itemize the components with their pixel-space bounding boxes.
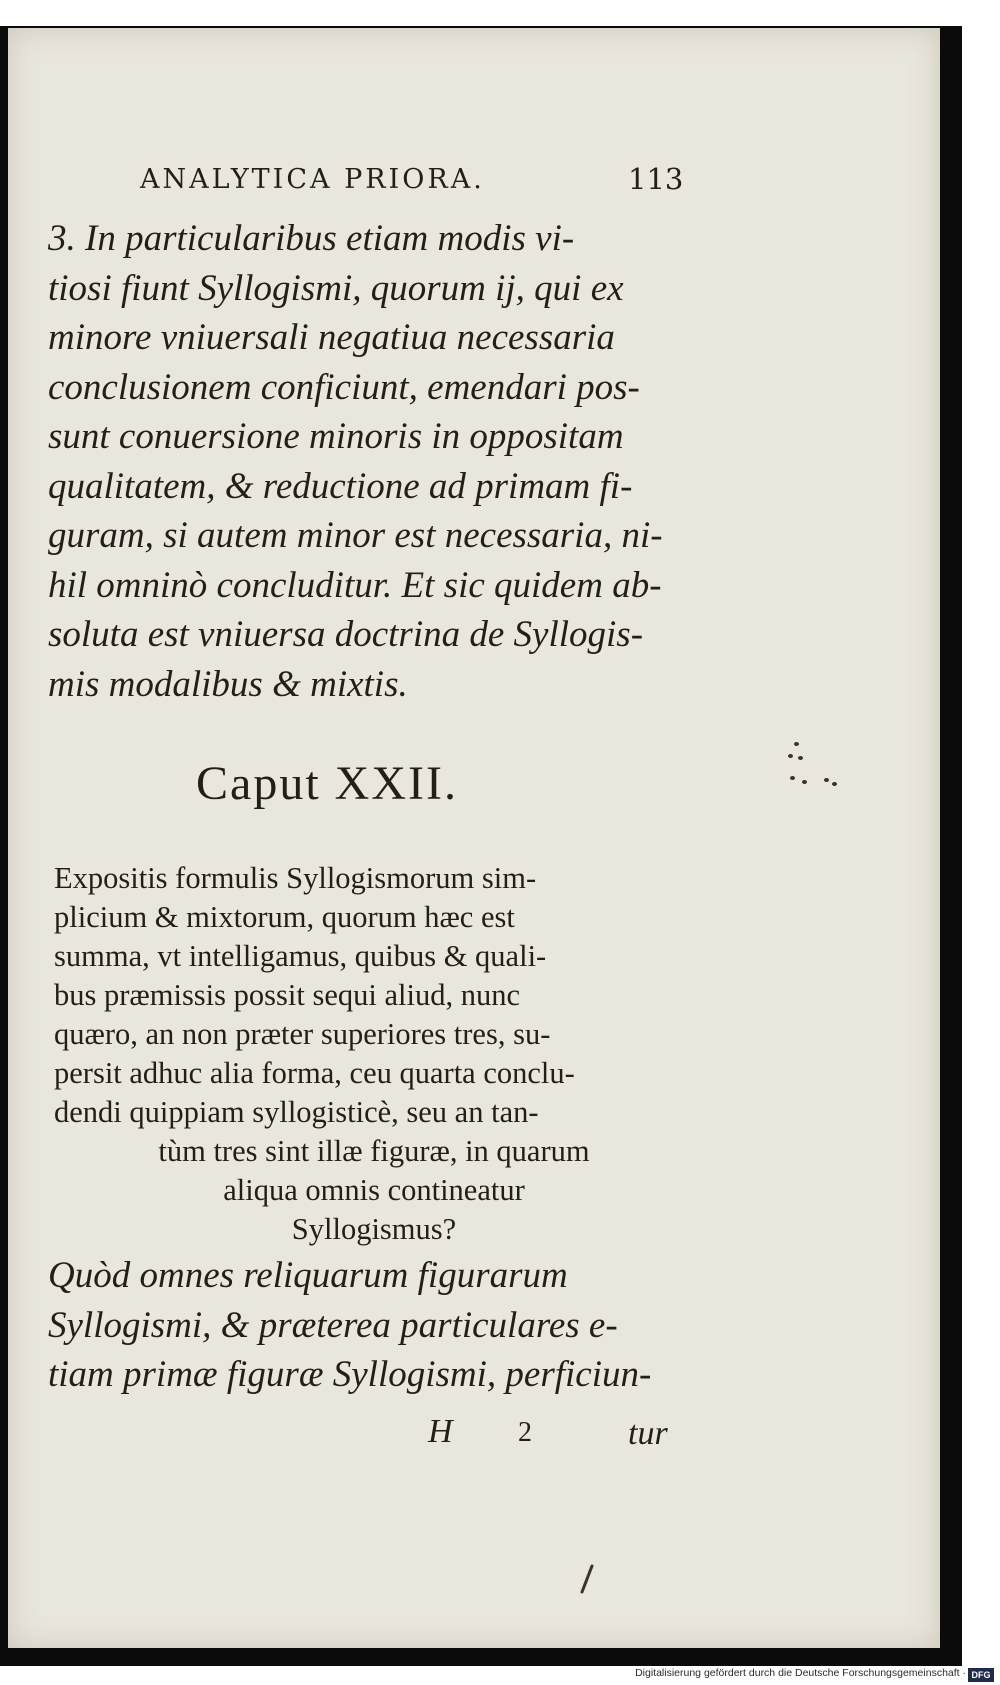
text-line: tiosi fiunt Syllogismi, quorum ij, qui ex	[48, 267, 624, 309]
text-line: 3. In particularibus etiam modis vi-	[48, 218, 575, 259]
ink-speck	[794, 742, 799, 746]
text-line: summa, vt intelligamus, quibus & quali-	[54, 939, 547, 973]
text-line: dendi quippiam syllogisticè, seu an tan-	[54, 1095, 539, 1129]
ink-stroke	[578, 1564, 596, 1594]
ink-speck	[824, 778, 829, 782]
ink-speck	[832, 782, 837, 786]
text-line: sunt conuersione minoris in oppositam	[48, 416, 624, 457]
text-line: tùm tres sint illæ figuræ, in quarum	[158, 1134, 590, 1168]
text-line: soluta est vniuersa doctrina de Syllogis-	[48, 614, 644, 655]
paragraph-3	[48, 1251, 688, 1400]
ink-speck	[802, 780, 807, 784]
text-line: plicium & mixtorum, quorum hæc est	[54, 900, 515, 934]
book-page	[8, 28, 940, 1648]
page-header	[132, 142, 692, 202]
dfg-logo: DFG	[968, 1668, 994, 1682]
running-head: ANALYTICA PRIORA.	[140, 164, 485, 195]
text-line: Syllogismi, & præterea particulares e-	[48, 1304, 618, 1346]
paragraph-1	[48, 214, 688, 709]
signature-line	[428, 1413, 688, 1457]
text-line: quæro, an non præter superiores tres, su-	[54, 1017, 551, 1051]
text-line: guram, si autem minor est necessaria, ni-	[48, 515, 663, 556]
text-line: aliqua omnis contineatur	[223, 1173, 525, 1207]
text-line: conclusionem conficiunt, emendari pos-	[48, 366, 640, 408]
page-text-block	[8, 28, 940, 1648]
page-number: 113	[628, 162, 684, 196]
ink-speck	[798, 756, 803, 760]
digitization-footer	[0, 1666, 1000, 1685]
signature-mark: H	[428, 1413, 453, 1450]
text-line: Syllogismus?	[291, 1212, 457, 1246]
ink-specks	[788, 740, 868, 800]
text-line: tiam primæ figuræ Syllogismi, perficiun-	[48, 1354, 652, 1395]
text-line: hil omninò concluditur. Et sic quidem ab-	[48, 564, 662, 606]
text-line: mis modalibus & mixtis.	[48, 663, 408, 705]
chapter-title: Caput XXII.	[196, 757, 458, 810]
text-line: Quòd omnes reliquarum figurarum	[48, 1255, 568, 1296]
text-line: minore vniuersali negatiua necessaria	[48, 317, 615, 358]
ink-speck	[788, 754, 793, 758]
catchword: tur	[628, 1415, 668, 1452]
ink-speck	[790, 776, 795, 780]
text-line: Expositis formulis Syllogismorum sim-	[54, 861, 537, 895]
text-line: qualitatem, & reductione ad primam fi-	[48, 465, 633, 507]
text-line: persit adhuc alia forma, ceu quarta conclu-	[54, 1056, 575, 1090]
signature-number: 2	[518, 1417, 532, 1448]
text-line: bus præmissis possit sequi aliud, nunc	[54, 978, 520, 1012]
funding-credit: Digitalisierung gefördert durch die Deutsche Forschungsgemeinschaft ·	[635, 1667, 966, 1679]
paragraph-2	[54, 859, 694, 1249]
